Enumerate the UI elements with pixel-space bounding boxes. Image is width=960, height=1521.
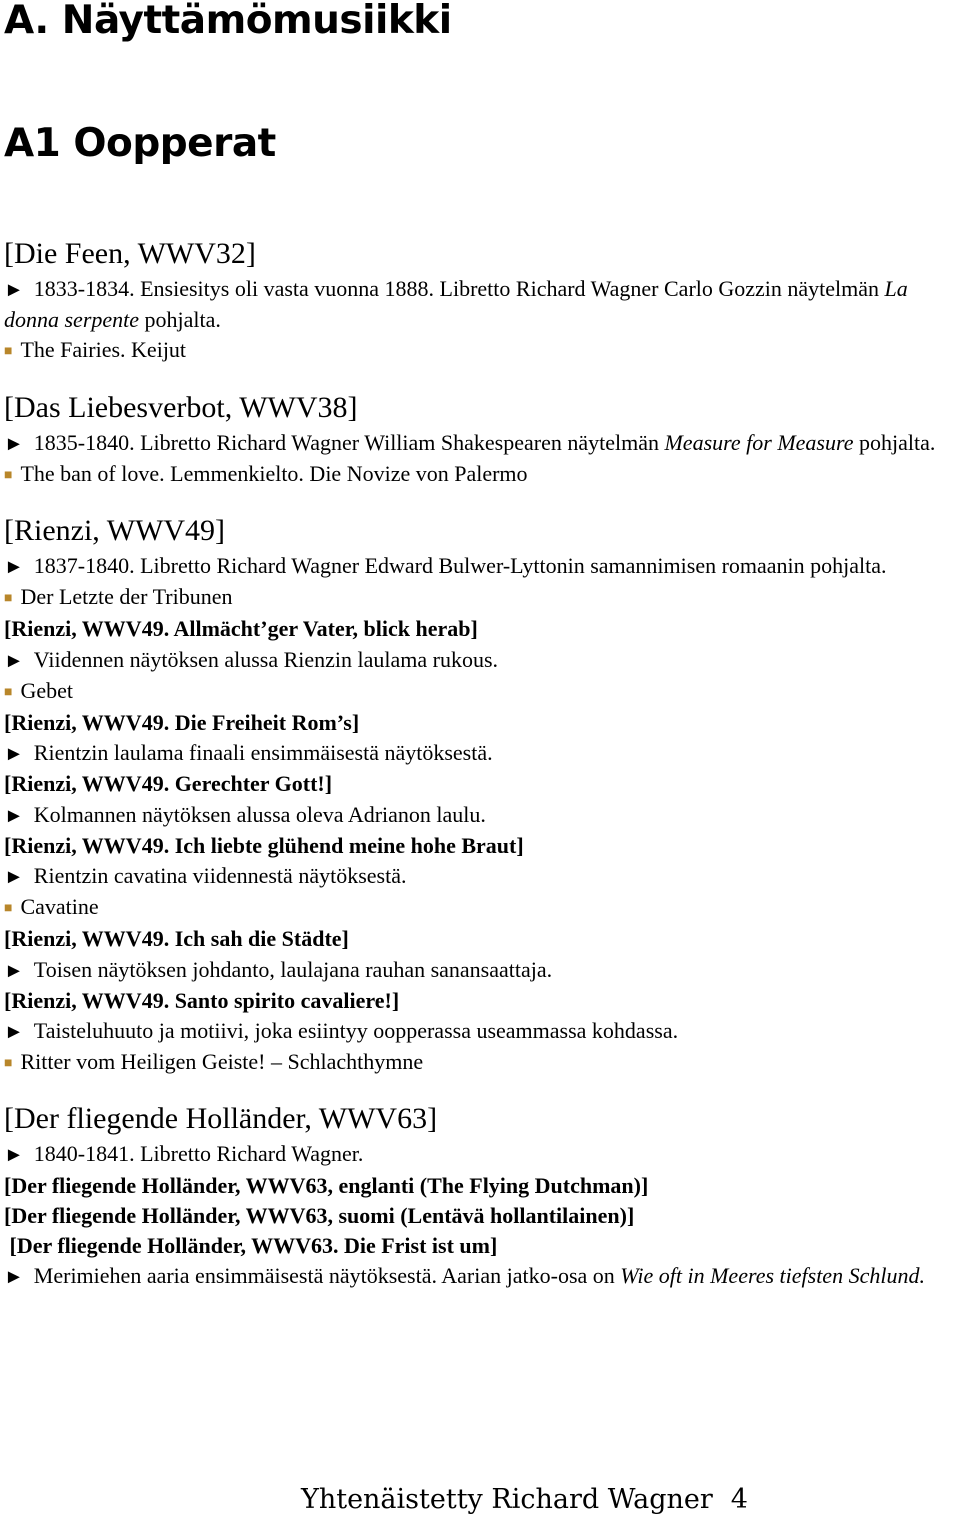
triangle-right-icon: ► <box>4 432 24 455</box>
item-heading: [Rienzi, WWV49. Ich sah die Städte] <box>4 926 349 952</box>
info-text: 1835-1840. Libretto Richard Wagner William Shakespearen näytelmän <box>33 429 665 455</box>
square-bullet-icon: ■ <box>4 1056 13 1072</box>
work-heading-feen: [Die Feen, WWV32] <box>4 237 256 270</box>
info-text: 1837-1840. Libretto Richard Wagner Edward Bulwer-Lyttonin samannimisen romaanin pohjalta. <box>33 553 887 579</box>
page-number: 4 <box>730 1484 748 1515</box>
work-titles-liebesverbot <box>4 459 958 491</box>
item-heading <box>4 1231 958 1261</box>
work-titles-feen <box>4 335 958 367</box>
square-bullet-icon: ■ <box>4 591 13 607</box>
work-info-rienzi <box>4 551 958 582</box>
info-italic: La donna serpente <box>4 276 908 333</box>
item-heading-text: [Der fliegende Holländer, WWV63. Die Frist ist um] <box>9 1233 498 1259</box>
item-desc <box>4 738 958 769</box>
desc-text: Merimiehen aaria ensimmäisestä näytöksestä. Aarian jatko-osa on <box>33 1263 621 1289</box>
titles-text: Gebet <box>20 677 73 703</box>
desc-text: Taisteluhuuto ja motiivi, joka esiintyy oopperassa useammassa kohdassa. <box>33 1018 679 1044</box>
desc-text: Rientzin cavatina viidennestä näytöksestä. <box>33 863 407 889</box>
desc-italic: Wie oft in Meeres tiefsten Schlund. <box>620 1263 925 1289</box>
square-bullet-icon: ■ <box>4 467 13 483</box>
item-titles <box>4 676 958 708</box>
item-desc <box>4 645 958 676</box>
work-heading-hollander: [Der fliegende Holländer, WWV63] <box>4 1102 438 1136</box>
sub-heading-finnish: [Der fliegende Holländer, WWV63, suomi (Lentävä hollantilainen)] <box>4 1202 635 1228</box>
work-titles-rienzi <box>4 582 958 614</box>
item-heading: [Rienzi, WWV49. Ich liebte glühend meine hohe Braut] <box>4 832 524 858</box>
sub-heading-english: [Der fliegende Holländer, WWV63, englanti (The Flying Dutchman)] <box>4 1172 649 1198</box>
item-titles <box>4 892 958 924</box>
work-heading-rienzi: [Rienzi, WWV49] <box>4 514 226 548</box>
triangle-right-icon: ► <box>4 1021 24 1044</box>
item-titles <box>4 1047 958 1079</box>
item-desc <box>4 955 958 986</box>
triangle-right-icon: ► <box>4 1144 24 1167</box>
desc-text: Toisen näytöksen johdanto, laulajana rauhan sanansaattaja. <box>33 956 553 982</box>
titles-text: The ban of love. Lemmenkielto. Die Novize von Palermo <box>20 460 528 486</box>
triangle-right-icon: ► <box>4 959 24 982</box>
work-heading-liebesverbot: [Das Liebesverbot, WWV38] <box>4 390 358 424</box>
triangle-right-icon: ► <box>4 649 24 672</box>
titles-text: Der Letzte der Tribunen <box>20 584 233 610</box>
page-footer <box>301 1484 748 1515</box>
item-heading: [Rienzi, WWV49. Allmächt’ger Vater, blick herab] <box>4 616 478 642</box>
square-bullet-icon: ■ <box>4 344 13 360</box>
square-bullet-icon: ■ <box>4 901 13 917</box>
desc-text: Rientzin laulama finaali ensimmäisestä näytöksestä. <box>33 740 493 766</box>
titles-text: Ritter vom Heiligen Geiste! – Schlachthymne <box>20 1049 424 1075</box>
triangle-right-icon: ► <box>4 279 24 301</box>
titles-text: Cavatine <box>20 894 99 920</box>
titles-text: The Fairies. Keijut <box>20 337 187 363</box>
info-text: 1833-1834. Ensiesitys oli vasta vuonna 1888. Libretto Richard Wagner Carlo Gozzin näytelmän <box>33 276 885 301</box>
work-info-hollander <box>4 1139 958 1170</box>
content <box>4 234 958 1292</box>
triangle-right-icon: ► <box>4 804 24 827</box>
info-text: 1840-1841. Libretto Richard Wagner. <box>33 1141 364 1167</box>
triangle-right-icon: ► <box>4 743 24 766</box>
info-text-end: pohjalta. <box>853 429 936 455</box>
item-desc <box>4 1016 958 1047</box>
item-heading: [Rienzi, WWV49. Die Freiheit Rom’s] <box>4 710 360 736</box>
square-bullet-icon: ■ <box>4 684 13 700</box>
chapter-title: A. Näyttämömusiikki <box>4 0 452 43</box>
info-text-end: pohjalta. <box>139 307 221 333</box>
item-desc <box>4 800 958 831</box>
triangle-right-icon: ► <box>4 866 24 889</box>
section-title: A1 Oopperat <box>4 121 276 166</box>
desc-text: Kolmannen näytöksen alussa oleva Adrianon laulu. <box>33 801 486 827</box>
footer-text: Yhtenäistetty Richard Wagner <box>301 1484 713 1515</box>
item-desc <box>4 861 958 892</box>
item-heading: [Rienzi, WWV49. Gerechter Gott!] <box>4 771 333 797</box>
info-italic: Measure for Measure <box>664 429 854 455</box>
item-heading: [Rienzi, WWV49. Santo spirito cavaliere!] <box>4 987 400 1013</box>
triangle-right-icon: ► <box>4 1266 24 1289</box>
work-info-feen <box>4 274 958 335</box>
desc-text: Viidennen näytöksen alussa Rienzin laulama rukous. <box>33 646 499 672</box>
triangle-right-icon: ► <box>4 556 24 579</box>
item-desc <box>4 1261 958 1292</box>
work-info-liebesverbot <box>4 428 958 459</box>
